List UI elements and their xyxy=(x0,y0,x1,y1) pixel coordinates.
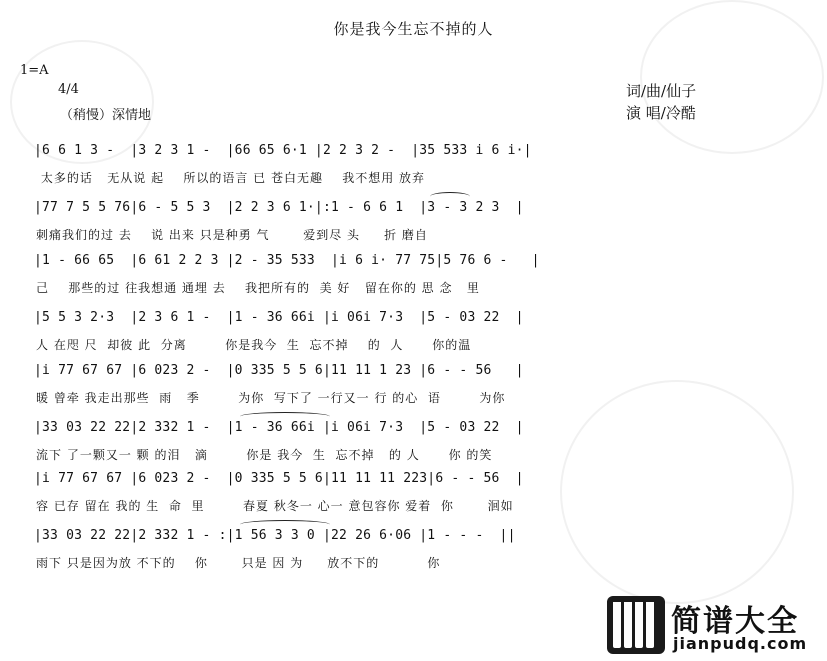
credits-lyrics-music: 词/曲/仙子 xyxy=(626,82,697,100)
notation-line: |1 - 66 65 |6 61 2 2 3 |2 - 35 533 |i 6 i· 77 75|5 76 6 - | xyxy=(34,253,540,268)
notation-line: |33 03 22 22|2 332 1 - |1 - 36 66i |i 06i 7·3 |5 - 03 22 | xyxy=(34,420,524,435)
lyric-line: 容 已存 留在 我的 生 命 里 春夏 秋冬一 心一 意包容你 爱着 你 洄如 xyxy=(36,499,514,513)
notation-line: |i 77 67 67 |6 023 2 - |0 335 5 5 6|11 11 1 23 |6 - - 56 | xyxy=(34,363,524,378)
time-signature: 4/4 xyxy=(58,82,79,97)
score-row xyxy=(0,528,827,576)
lyric-line: 流下 了一颗又一 颗 的泪 滴 你是 我今 生 忘不掉 的 人 你 的笑 xyxy=(36,448,493,462)
score-row xyxy=(0,310,827,358)
slur-mark xyxy=(240,412,330,421)
notation-line: |77 7 5 5 76|6 - 5 5 3 |2 2 3 6 1·|:1 - 6 6 1 |3 - 3 2 3 | xyxy=(34,200,524,215)
notation-line: |6 6 1 3 - |3 2 3 1 - |66 65 6·1 |2 2 3 2 - |35 533 i 6 i·| xyxy=(34,143,532,158)
lyric-line: 人 在咫 尺 却彼 此 分离 你是我今 生 忘不掉 的 人 你的温 xyxy=(36,338,472,352)
credits-singer: 演 唱/冷酷 xyxy=(626,104,696,122)
score-row xyxy=(0,143,827,191)
key-signature: 1=A xyxy=(20,63,49,78)
lyric-line: 雨下 只是因为放 不下的 你 只是 因 为 放不下的 你 xyxy=(36,556,441,570)
score-row xyxy=(0,471,827,519)
notation-line: |5 5 3 2·3 |2 3 6 1 - |1 - 36 66i |i 06i 7·3 |5 - 03 22 | xyxy=(34,310,524,325)
site-logo xyxy=(607,596,822,656)
lyric-line: 己 那些的过 往我想通 通埋 去 我把所有的 美 好 留在你的 思 念 里 xyxy=(36,281,480,295)
piano-icon xyxy=(607,596,665,654)
notation-line: |33 03 22 22|2 332 1 - :|1 56 3 3 0 |22 26 6·06 |1 - - - || xyxy=(34,528,516,543)
notation-line: |i 77 67 67 |6 023 2 - |0 335 5 5 6|11 11 11 223|6 - - 56 | xyxy=(34,471,524,486)
lyric-line: 暖 曾牵 我走出那些 雨 季 为你 写下了 一行又一 行 的心 语 为你 xyxy=(36,391,506,405)
score-row xyxy=(0,200,827,248)
lyric-line: 刺痛我们的过 去 说 出来 只是种勇 气 爱到尽 头 折 磨自 xyxy=(36,228,428,242)
slur-mark xyxy=(240,520,330,529)
score-row xyxy=(0,253,827,301)
lyric-line: 太多的话 无从说 起 所以的语言 已 苍白无趣 我不想用 放弃 xyxy=(36,171,426,185)
score-row xyxy=(0,363,827,411)
song-title: 你是我今生忘不掉的人 xyxy=(333,20,494,38)
slur-mark xyxy=(430,192,470,201)
logo-url: jianpudq.com xyxy=(673,634,808,653)
tempo-marking: （稍慢）深情地 xyxy=(60,108,152,123)
score-row xyxy=(0,420,827,468)
logo-text: 简谱大全 xyxy=(671,604,799,639)
